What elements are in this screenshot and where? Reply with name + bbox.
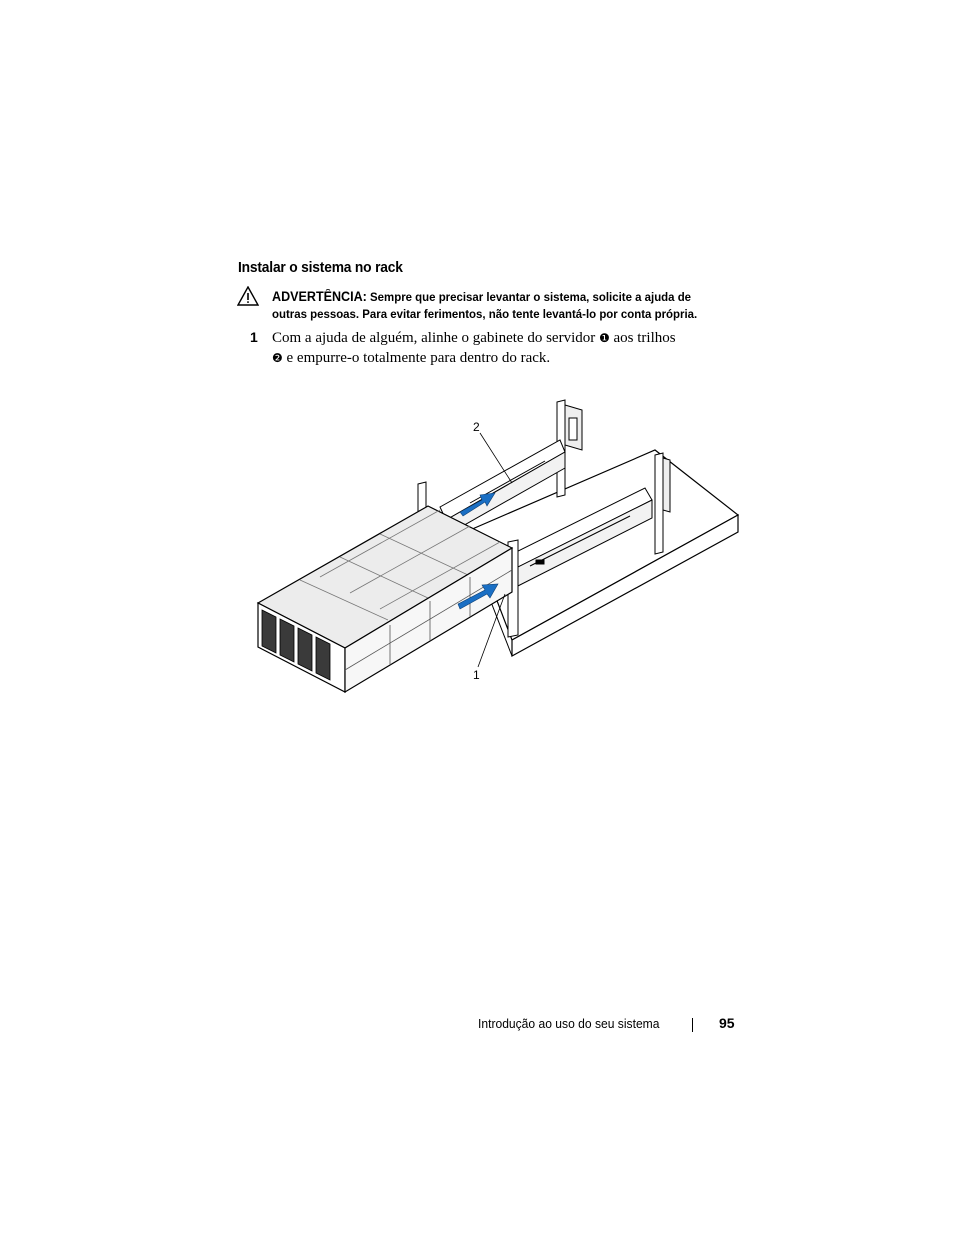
- step-text-part3: e empurre-o totalmente para dentro do rack.: [282, 350, 551, 366]
- callout-2-glyph: ❷: [272, 351, 283, 365]
- section-heading: Instalar o sistema no rack: [238, 259, 403, 276]
- warning-text-line1: Sempre que precisar levantar o sistema, solicite a ajuda de: [370, 290, 692, 304]
- figure-callout-1: 1: [473, 668, 480, 682]
- footer-chapter-title: Introdução ao uso do seu sistema: [478, 1016, 660, 1031]
- warning-note: [272, 288, 718, 323]
- step-text: [272, 328, 752, 368]
- step-text-part1: Com a ajuda de alguém, alinhe o gabinete do servidor: [272, 330, 599, 346]
- step-number: 1: [250, 329, 258, 345]
- rack-installation-figure: [250, 395, 750, 705]
- footer-separator: [692, 1018, 693, 1032]
- figure-callout-2: 2: [473, 420, 480, 434]
- step-text-part2: aos trilhos: [609, 330, 676, 346]
- warning-triangle-icon: [237, 286, 259, 306]
- callout-1-glyph: ❶: [598, 331, 610, 345]
- warning-text-line2: outras pessoas. Para evitar ferimentos, não tente levantá-lo por conta própria.: [272, 307, 698, 321]
- page-number: 95: [719, 1015, 735, 1031]
- warning-label: ADVERTÊNCIA:: [272, 289, 367, 304]
